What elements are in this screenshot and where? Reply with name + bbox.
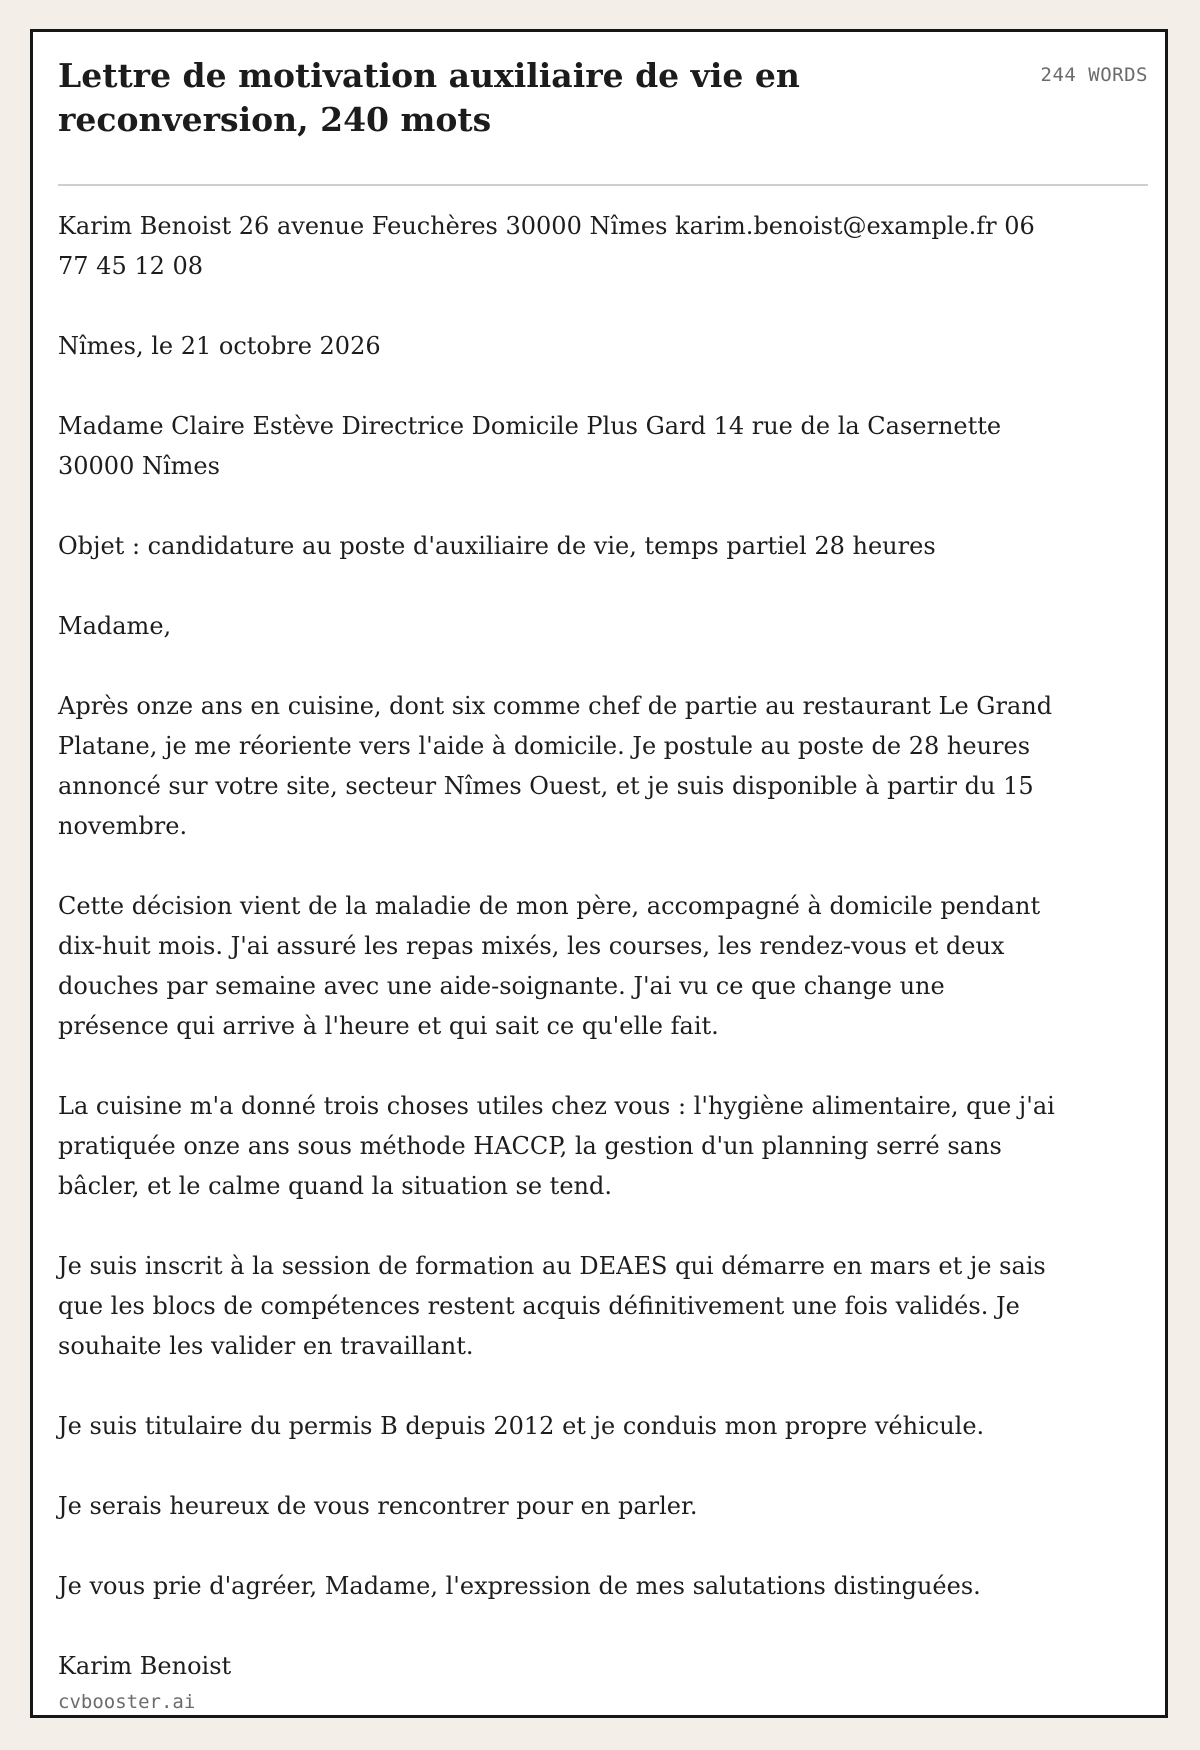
paragraph-skills: La cuisine m'a donné trois choses utiles chez vous : l'hygiène alimentaire, que j'ai pratiquée onze ans sous méthode HACCP, la gestion d'un planning serré sans bâcler, et le calme quand la situation se tend. [58, 1092, 1055, 1200]
brand-footer: cvbooster.ai [58, 1691, 196, 1713]
paragraph-intro: Après onze ans en cuisine, dont six comme chef de partie au restaurant Le Grand Platane, je me réoriente vers l'aide à domicile. Je postule au poste de 28 heures annoncé sur votre site, secteur Nîmes Ouest, et je suis disponible à partir du 15 novembre. [58, 692, 1053, 840]
paragraph-license: Je suis titulaire du permis B depuis 2012 et je conduis mon propre véhicule. [58, 1412, 985, 1440]
letter-card [30, 29, 1168, 1718]
letter-body [58, 206, 1058, 1726]
place-date: Nîmes, le 21 octobre 2026 [58, 332, 381, 360]
signature: Karim Benoist [58, 1652, 232, 1680]
closing-formula: Je vous prie d'agréer, Madame, l'expression de mes salutations distinguées. [58, 1572, 981, 1600]
letter-header [58, 54, 1148, 186]
word-count-badge: 244 WORDS [1040, 64, 1148, 86]
subject-line: Objet : candidature au poste d'auxiliaire de vie, temps partiel 28 heures [58, 532, 936, 560]
sender-block: Karim Benoist 26 avenue Feuchères 30000 Nîmes karim.benoist@example.fr 06 77 45 12 08 [58, 212, 1035, 280]
page-title: Lettre de motivation auxiliaire de vie en reconversion, 240 mots [58, 56, 800, 139]
paragraph-motivation: Cette décision vient de la maladie de mon père, accompagné à domicile pendant dix-huit mois. J'ai assuré les repas mixés, les courses, les rendez-vous et deux douches par semaine avec une aide-soignante. J'ai vu ce que change une présence qui arrive à l'heure et qui sait ce qu'elle fait. [58, 892, 1041, 1040]
salutation: Madame, [58, 612, 172, 640]
paragraph-meeting: Je serais heureux de vous rencontrer pour en parler. [58, 1492, 698, 1520]
paragraph-training: Je suis inscrit à la session de formation au DEAES qui démarre en mars et je sais que les blocs de compétences restent acquis définitivement une fois validés. Je souhaite les valider en travaillant. [58, 1252, 1046, 1360]
recipient-block: Madame Claire Estève Directrice Domicile Plus Gard 14 rue de la Casernette 30000 Nîmes [58, 412, 1002, 480]
